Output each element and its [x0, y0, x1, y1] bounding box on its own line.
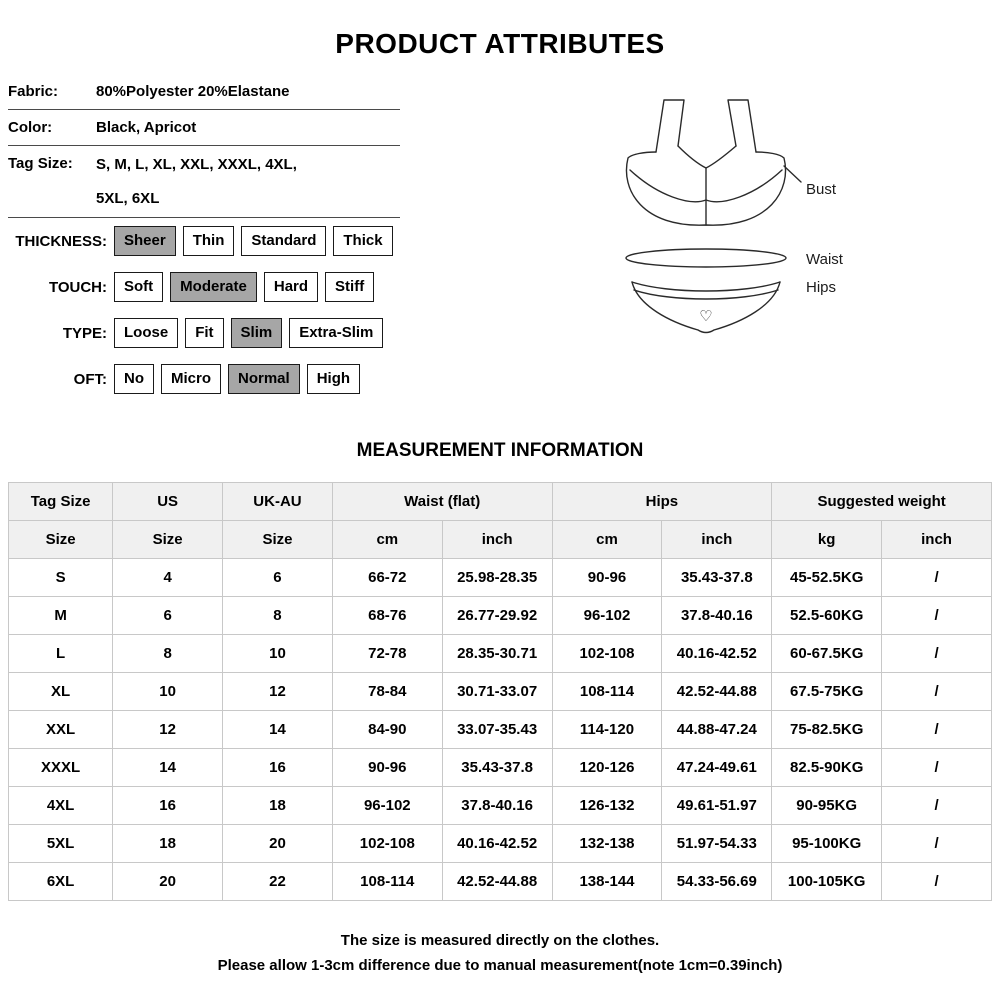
bra-cup-tops: [678, 146, 736, 168]
waist-line: [626, 249, 786, 267]
panty-waistband: [632, 282, 780, 299]
table-subheader-row: [9, 521, 992, 559]
table-cell: 108-114: [332, 863, 442, 901]
table-row: [9, 635, 992, 673]
measurement-table: [8, 482, 992, 901]
fabric-value: 80%Polyester 20%Elastane: [96, 83, 290, 100]
table-cell: 60-67.5KG: [772, 635, 882, 673]
tag-size-value-line2: 5XL, 6XL: [96, 190, 160, 207]
table-cell: 108-114: [552, 673, 662, 711]
table-cell: /: [882, 597, 992, 635]
table-cell: 47.24-49.61: [662, 749, 772, 787]
subheader-size-tag: Size: [9, 521, 113, 559]
option-chip-extra-slim[interactable]: Extra-Slim: [289, 318, 383, 348]
table-cell: 8: [223, 597, 333, 635]
table-cell: 25.98-28.35: [442, 559, 552, 597]
bra-left-strap: [656, 100, 684, 152]
fabric-label: Fabric:: [8, 83, 59, 100]
table-row: [9, 749, 992, 787]
table-cell: 4: [113, 559, 223, 597]
table-cell: 67.5-75KG: [772, 673, 882, 711]
table-cell: 40.16-42.52: [662, 635, 772, 673]
subheader-size-us: Size: [113, 521, 223, 559]
option-label: OFT:: [73, 370, 107, 388]
subheader-size-uk: Size: [223, 521, 333, 559]
option-chip-soft[interactable]: Soft: [114, 272, 163, 302]
option-chip-micro[interactable]: Micro: [161, 364, 221, 394]
header-waist-flat: Waist (flat): [332, 483, 552, 521]
table-cell: L: [9, 635, 113, 673]
option-chip-loose[interactable]: Loose: [114, 318, 178, 348]
table-row: [9, 597, 992, 635]
option-row: [8, 272, 428, 302]
option-chip-moderate[interactable]: Moderate: [170, 272, 257, 302]
option-row: [8, 318, 428, 348]
table-cell: 51.97-54.33: [662, 825, 772, 863]
table-row: [9, 787, 992, 825]
table-cell: 18: [113, 825, 223, 863]
option-row: [8, 364, 428, 394]
hips-label: Hips: [806, 279, 837, 296]
table-cell: 6: [113, 597, 223, 635]
table-cell: S: [9, 559, 113, 597]
option-chip-fit[interactable]: Fit: [185, 318, 223, 348]
table-cell: 90-95KG: [772, 787, 882, 825]
attributes-block: [8, 74, 400, 218]
fabric-row: [8, 74, 400, 110]
table-cell: 66-72: [332, 559, 442, 597]
table-cell: 78-84: [332, 673, 442, 711]
table-cell: 42.52-44.88: [662, 673, 772, 711]
table-cell: 12: [113, 711, 223, 749]
subheader-weight-kg: kg: [772, 521, 882, 559]
table-cell: 4XL: [9, 787, 113, 825]
table-cell: 30.71-33.07: [442, 673, 552, 711]
table-row: [9, 673, 992, 711]
option-chip-sheer[interactable]: Sheer: [114, 226, 176, 256]
table-cell: 68-76: [332, 597, 442, 635]
option-label: TYPE:: [62, 324, 107, 342]
table-cell: 82.5-90KG: [772, 749, 882, 787]
color-value: Black, Apricot: [96, 119, 197, 136]
table-cell: 49.61-51.97: [662, 787, 772, 825]
page-title: PRODUCT ATTRIBUTES: [335, 28, 665, 59]
table-cell: 8: [113, 635, 223, 673]
table-cell: 35.43-37.8: [662, 559, 772, 597]
table-cell: 114-120: [552, 711, 662, 749]
option-chips: [114, 318, 383, 348]
bust-label: Bust: [806, 181, 837, 198]
header-hips: Hips: [552, 483, 772, 521]
table-cell: 14: [113, 749, 223, 787]
table-cell: /: [882, 635, 992, 673]
option-chips: [114, 272, 374, 302]
table-cell: 126-132: [552, 787, 662, 825]
table-cell: 16: [113, 787, 223, 825]
table-cell: 6: [223, 559, 333, 597]
option-chips: [114, 226, 393, 256]
table-cell: 102-108: [552, 635, 662, 673]
color-row: [8, 110, 400, 146]
table-cell: 14: [223, 711, 333, 749]
table-cell: 37.8-40.16: [662, 597, 772, 635]
table-cell: 96-102: [552, 597, 662, 635]
bra-right-strap: [728, 100, 756, 152]
table-cell: 75-82.5KG: [772, 711, 882, 749]
header-us: US: [113, 483, 223, 521]
table-cell: /: [882, 711, 992, 749]
option-chip-thin[interactable]: Thin: [183, 226, 235, 256]
measurement-heading: MEASUREMENT INFORMATION: [356, 440, 644, 461]
option-chip-high[interactable]: High: [307, 364, 360, 394]
table-cell: 20: [113, 863, 223, 901]
table-cell: XXXL: [9, 749, 113, 787]
footer-note-line1: The size is measured directly on the clothes.: [340, 932, 660, 949]
table-cell: 45-52.5KG: [772, 559, 882, 597]
table-cell: 20: [223, 825, 333, 863]
tag-size-value: [96, 155, 297, 208]
table-cell: /: [882, 863, 992, 901]
panty-heart-icon: ♡: [699, 308, 713, 325]
table-row: [9, 559, 992, 597]
table-cell: 6XL: [9, 863, 113, 901]
table-cell: /: [882, 673, 992, 711]
header-tag-size: Tag Size: [9, 483, 113, 521]
measurement-table-body: [9, 559, 992, 901]
table-cell: /: [882, 787, 992, 825]
table-cell: 96-102: [332, 787, 442, 825]
subheader-waist-inch: inch: [442, 521, 552, 559]
option-chip-slim[interactable]: Slim: [231, 318, 283, 348]
table-cell: 42.52-44.88: [442, 863, 552, 901]
color-label: Color:: [8, 119, 53, 136]
subheader-hips-cm: cm: [552, 521, 662, 559]
table-group-header-row: [9, 483, 992, 521]
table-cell: 138-144: [552, 863, 662, 901]
footer-note-line2: Please allow 1-3cm difference due to manual measurement(note 1cm=0.39inch): [217, 957, 783, 974]
subheader-weight-inch: inch: [882, 521, 992, 559]
table-row: [9, 825, 992, 863]
table-cell: /: [882, 749, 992, 787]
table-cell: 12: [223, 673, 333, 711]
waist-label: Waist: [806, 251, 843, 268]
table-cell: /: [882, 559, 992, 597]
table-cell: 100-105KG: [772, 863, 882, 901]
table-cell: 95-100KG: [772, 825, 882, 863]
table-cell: 22: [223, 863, 333, 901]
tag-size-row: [8, 146, 400, 218]
table-cell: 132-138: [552, 825, 662, 863]
subheader-waist-cm: cm: [332, 521, 442, 559]
options-block: [8, 226, 428, 410]
table-cell: 90-96: [332, 749, 442, 787]
tag-size-value-line1: S, M, L, XL, XXL, XXXL, 4XL,: [96, 156, 297, 173]
table-cell: 10: [223, 635, 333, 673]
option-label: TOUCH:: [48, 278, 107, 296]
table-cell: 35.43-37.8: [442, 749, 552, 787]
option-chip-thick[interactable]: Thick: [333, 226, 392, 256]
table-cell: 72-78: [332, 635, 442, 673]
option-chip-hard[interactable]: Hard: [264, 272, 318, 302]
table-cell: M: [9, 597, 113, 635]
footer-notes: [0, 928, 1000, 978]
table-cell: XXL: [9, 711, 113, 749]
table-cell: 28.35-30.71: [442, 635, 552, 673]
option-chips: [114, 364, 360, 394]
option-chip-standard[interactable]: Standard: [241, 226, 326, 256]
bust-leader-line: [784, 166, 801, 182]
table-cell: /: [882, 825, 992, 863]
option-chip-no[interactable]: No: [114, 364, 154, 394]
table-cell: 33.07-35.43: [442, 711, 552, 749]
table-cell: 40.16-42.52: [442, 825, 552, 863]
table-cell: 37.8-40.16: [442, 787, 552, 825]
table-cell: 84-90: [332, 711, 442, 749]
option-row: [8, 226, 428, 256]
table-row: [9, 711, 992, 749]
table-cell: 18: [223, 787, 333, 825]
table-cell: 52.5-60KG: [772, 597, 882, 635]
table-cell: 10: [113, 673, 223, 711]
table-cell: 54.33-56.69: [662, 863, 772, 901]
table-row: [9, 863, 992, 901]
table-cell: 26.77-29.92: [442, 597, 552, 635]
header-suggested-weight: Suggested weight: [772, 483, 992, 521]
table-cell: XL: [9, 673, 113, 711]
tag-size-label: Tag Size:: [8, 155, 73, 172]
table-cell: 90-96: [552, 559, 662, 597]
option-chip-normal[interactable]: Normal: [228, 364, 300, 394]
subheader-hips-inch: inch: [662, 521, 772, 559]
option-chip-stiff[interactable]: Stiff: [325, 272, 374, 302]
table-cell: 16: [223, 749, 333, 787]
table-cell: 5XL: [9, 825, 113, 863]
table-cell: 102-108: [332, 825, 442, 863]
option-label: THICKNESS:: [15, 232, 107, 250]
table-cell: 44.88-47.24: [662, 711, 772, 749]
size-diagram: [598, 78, 898, 348]
table-cell: 120-126: [552, 749, 662, 787]
header-uk-au: UK-AU: [223, 483, 333, 521]
